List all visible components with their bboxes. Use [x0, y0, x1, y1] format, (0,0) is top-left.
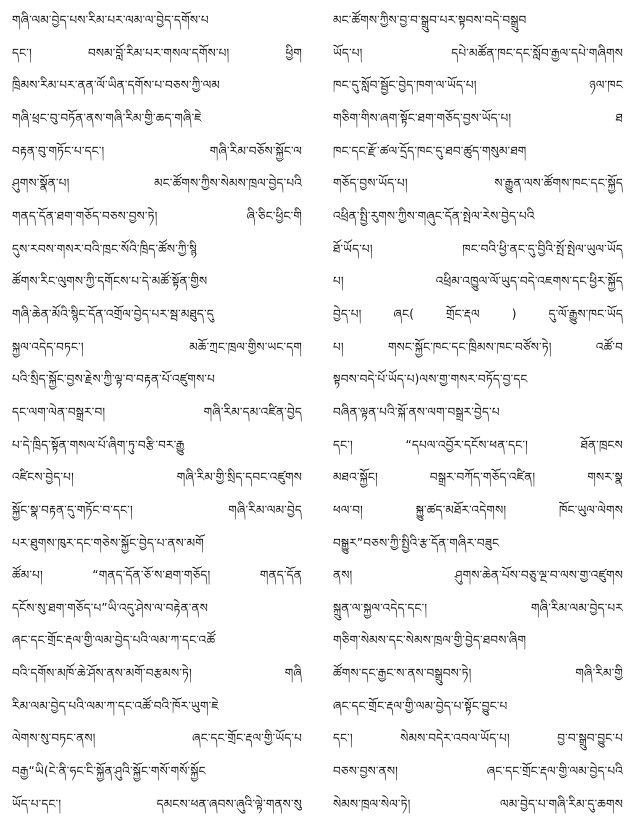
right-text-column: [333, 6, 623, 818]
text-line: འཛིངས་བྱེད་པ། གཞི་རིམ་གྱི་སྲིད་དབང་འཛུགས: [12, 470, 302, 485]
text-line: ལེགས་སུ་བཏང་ནས། ཞང་དང་གྲོང་རྡལ་གྱི་ཡོད་པ: [12, 731, 302, 746]
text-line: མང་ཚོགས་ཀྱིས་བྱ་བ་སྒྲུབ་པར་སྟབས་བདེ་བསྒྲུབ: [333, 13, 527, 27]
text-line: ཞང་དང་གྲོང་རྡལ་གྱི་ལམ་བྱེད་པ་སྟོང་བྱུང་པ: [333, 698, 508, 713]
text-line: སྐྲུན་ལ་སྐྱལ་འདེད་དང་། གཞི་རིམ་ལམ་བྱེད་པར: [333, 600, 623, 615]
text-line: སྐྱོང་སྣ་བརྟན་དུ་གཏོང་བ་དང་། གཞི་རིམ་ལམ་བྱེད: [12, 502, 302, 517]
text-line: བཞིན་ལྟན་པའི་སྐོ་ནས་ལག་བསྒྲར་བྱེད་པ: [333, 404, 500, 419]
text-line: སྟབས་བདེ་པོ་ཡོད་པ)ལས་གྱ་གསར་བཏོད་བྱ་དང: [333, 372, 528, 387]
text-line: ཡོད་པ། དཔེ་མཚོན་ཁང་དང་སློབ་རྒྱལ་དཔེ་གཞིགས: [333, 45, 623, 60]
text-line: བརྒྱ“ཡི(ངེ་ནི་ཧང་ངི་སྐྱོན་ཤུའི་སྐྱོང་གསོ་གསོ་སྐྱོང: [12, 764, 206, 779]
text-line: ཡོད་པ་དང་། དམངས་ཕན་ཞབས་ཞུའི་ལྟེ་གནས་སུ: [12, 796, 302, 811]
text-line: དང་། སེམས་བདེར་འབལ་ཡོད་པ། བྱ་བ་སྒྲུབ་བྱུང་པ: [333, 731, 623, 746]
text-line: པ། འཕྲིམ་འཁྱུལ་ལོ་ཡུད་བདེ་འཇགས་དང་ཕྱིར་སྐྱོད: [333, 274, 623, 289]
text-line: ནས། ཤུགས་ཆེན་པོས་བཅུ་ལྔ་བ་ལས་གྱ་འཛུགས: [333, 568, 623, 583]
text-line: བའི་དགོས་མཁོ་ཆེ་ཤོས་ནས་མགོ་བརྩམས་ཏེ། གཞི: [12, 666, 302, 681]
text-line: དུས་རབས་གསར་བའི་ཁྲང་སོའི་ཁྲིད་ཚོས་ཀྱི་སྙི: [12, 241, 197, 256]
text-line: གཞི་ཕྲང་བུ་བཏོན་ནས་གཞི་རིམ་གྱི་ཆད་གཞི་ཇེ: [12, 110, 202, 125]
text-line: བརྟན་བུ་གཏོང་པ་དང་། གཞི་རིམ་བཅོས་སྐྱོང་ལ: [12, 143, 302, 158]
text-line: ཤུགས་སྣོན་པ། མང་ཚོགས་ཀྱིས་སེམས་ཁྲལ་བྱེད་པའི: [12, 176, 302, 191]
text-line: ཚོགས་དང་རྒྱང་ས་ནས་བསྒྲུབས་ཏེ། གཞི་རིམ་གྱི: [333, 666, 623, 681]
text-line: ཐོ་ཡོད་པ། ཁང་བའི་ཕྱི་ནང་དུ་བྱིའི་སྤོ་སྤེལ་ཡུལ་ཡོད: [333, 241, 623, 256]
text-line: པའི་སྲིད་སྐྱོང་བྱས་རྗེས་ཀྱི་ལྟ་བ་བརྟན་པོ་འཛུགས་པ: [12, 372, 215, 387]
text-line: མཐའ་སྐྱོང། བསྒྲར་བཀོད་གཅོད་འཛིན། གསར་སྣ: [333, 470, 623, 485]
text-line: ཁྲིམས་རིམ་པར་ནན་ལོ་ཡིན་དགོས་པ་བཅས་ཀྱི་ལམ: [12, 78, 221, 93]
text-line: བྱེད་པ། ཞང( གྲོང་རྡལ ) དུ་ལོ་རྒྱུས་ཁང་ཡོད: [333, 306, 623, 321]
text-line: གནད་དོན་ཐག་གཅོད་བཅས་བྱས་ཏེ། ཞི་ཅིང་ཕྱིང་གི: [12, 208, 302, 223]
text-line: དང་། “དཔལ་འབྱོར་དངོས་ཕན་དང་། ཐོན་ཁྲངས: [333, 437, 623, 452]
text-line: པ། གསང་སྐྱོང་ཁང་དང་ཁྲིམས་ཁང་བཙོས་ཏེ། འཚོ་བ: [333, 339, 623, 354]
text-line: བཅས་བྱས་ནས། ཞང་དང་གྲོང་རྡལ་གྱི་ལམ་བྱེད་པའི: [333, 764, 623, 779]
text-line: གཞི་ཆེན་མོའི་སྙིང་དོན་འགྲོལ་བྱེད་པར་སྦ་མཐུད་དུ: [12, 306, 214, 321]
text-line: ཞང་དང་གྲོང་རྡལ་གྱི་ལམ་བྱེད་པའི་ལམ་ཀ་དང་འཚོ: [12, 633, 216, 648]
text-line: འཕྲིན་སྤྱི་རུགས་ཀྱིས་གཞུང་དོན་སྤེལ་རེས་བྱེད་པའི: [333, 208, 535, 223]
text-line: ཁང་དང་རྫོ་ཚལ་དྲོད་ཁང་དུ་ཐབ་ཚུད་གསུམ་ཐག: [333, 143, 527, 158]
text-line: ཕལ་བ། སྐྱུ་ཚད་མཐོར་འདེགས། ཁོང་ཡུལ་ལེགས: [333, 502, 623, 517]
text-line: གཅོད་བྱས་ཡོད་པ། ས་རྒྱུན་ལས་ཚོགས་ཁང་དང་སྐྱོད: [333, 176, 623, 191]
text-line: གཞི་ལམ་བྱེད་པས་རིམ་པར་ལམ་ལ་བྱེད་དགོས་པ: [12, 13, 209, 27]
text-line: པ་དེ་ཁྲིད་སྟོན་གསལ་པོ་ཞིག་ཏུ་བརྩི་བར་རྒྱུ: [12, 437, 185, 452]
text-line: གཅིག་གིས་ཞག་སྟོང་ཐག་གཅོད་བྱས་ཡོད་པ། ཐ: [333, 110, 623, 125]
text-line: གཅིག་སེམས་དང་སེམས་ཁྲལ་གྱི་བྱེད་ཐབས་ཞིག: [333, 633, 527, 648]
text-line: པར་ཐུགས་ཁུར་དང་གཅེས་སྐྱོང་བྱེད་པ་ནས་མགོ: [12, 535, 204, 550]
text-line: བསྒྱུར”བཅས་ཀྱི་སྤྱིའི་རྩ་དོན་གཞིར་བཟུང: [333, 535, 500, 550]
text-line: ཚོམ་པ། “གནད་དོན་ཅོ་ས་ཐག་གཅོད། གནད་དོན: [12, 568, 302, 583]
text-line: དང་། བསམ་བློ་རིམ་པར་གསལ་དགོས་པ། ཕྱིག: [12, 45, 302, 60]
text-line: ཚོགས་རིང་ལུགས་ཀྱི་དགོངས་པ་དེ་མཚོ་སྟོན་གྱིས: [12, 274, 208, 289]
text-line: སེམས་ཁྲལ་སེལ་ཏེ། ལམ་བྱེད་པ་གཞི་རིམ་དུ་ཆགས: [333, 796, 623, 811]
left-text-column: [12, 6, 302, 818]
text-line: ཁང་དུ་སློབ་སྦྱོང་བྱེད་ཁག་ལ་ཡོད་པ། ཉལ་ཁང: [333, 78, 623, 93]
text-line: སྐྱལ་འདེད་བཏང་། མཆོ་ཀྲང་ཁྲལ་གྱིས་ཡང་དག: [12, 339, 302, 354]
text-line: དངོས་སུ་ཐག་གཅོད་པ”ཡི་འདུ་ཤེས་ལ་བརྟེན་ནས: [12, 600, 209, 615]
text-line: དང་ལག་ལེན་བསྒྲར་བ། གཞི་རིམ་དམ་འཛིན་བྱེད: [12, 404, 302, 419]
text-line: རིམ་ལམ་བྱེད་པའི་ལམ་ཀ་དང་འཚོ་བའི་ཁོར་ཡུག་ཇེ: [12, 698, 219, 713]
